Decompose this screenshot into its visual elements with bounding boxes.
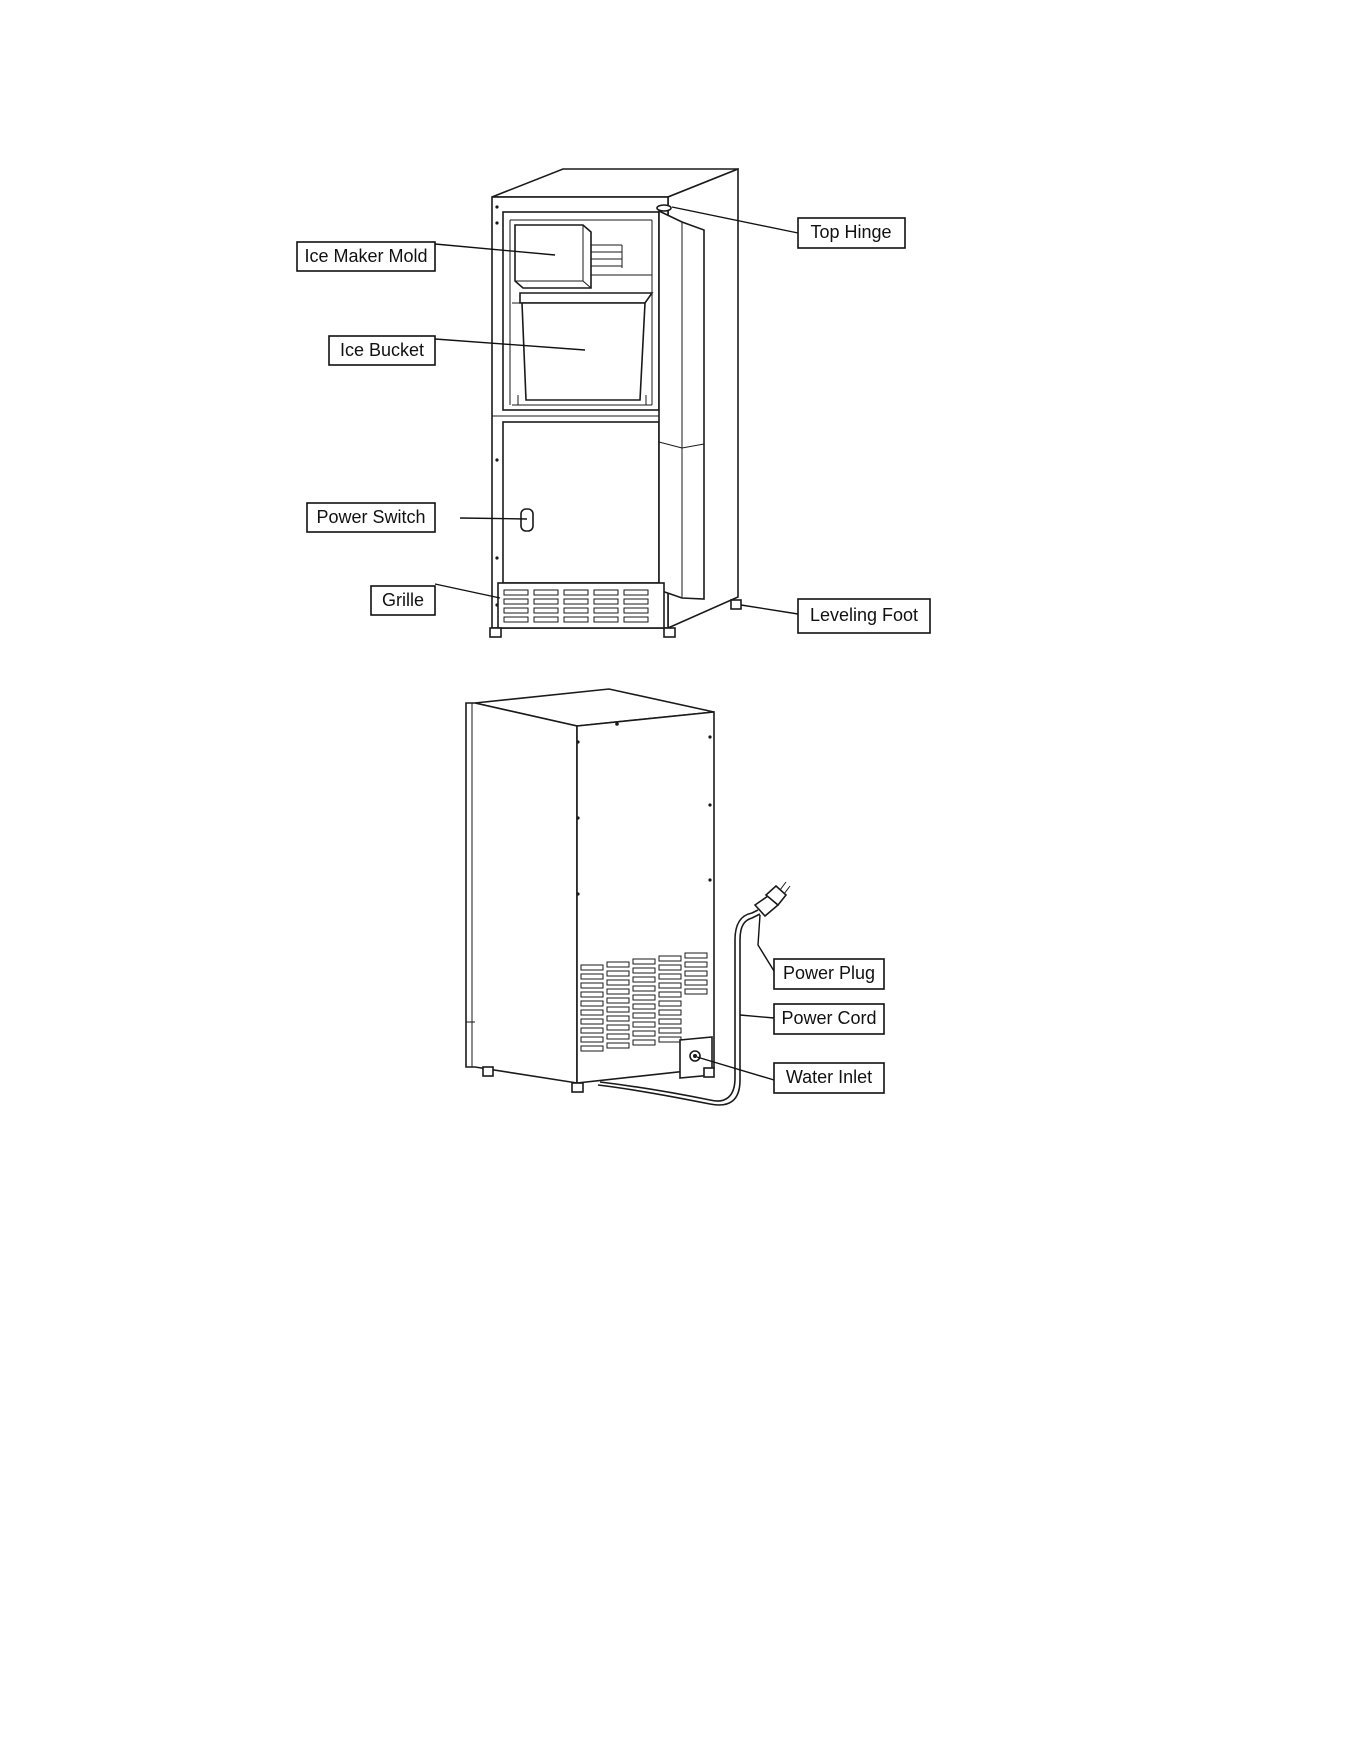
front-view-drawing xyxy=(490,169,741,637)
grille-label: Grille xyxy=(381,589,425,610)
water-inlet-label: Water Inlet xyxy=(785,1066,873,1087)
water-inlet-callout xyxy=(774,1063,884,1093)
power-cord-label: Power Cord xyxy=(781,1007,877,1028)
ice-maker-mold-label: Ice Maker Mold xyxy=(304,245,428,266)
power-plug-label: Power Plug xyxy=(782,962,876,983)
power-plug-callout xyxy=(774,959,884,989)
leveling-foot-callout xyxy=(798,599,930,633)
top-hinge-label: Top Hinge xyxy=(810,221,892,242)
power-switch-label: Power Switch xyxy=(316,506,426,527)
power-switch-callout xyxy=(307,503,435,532)
ice-maker-mold-callout xyxy=(297,242,435,271)
rear-view-drawing xyxy=(466,689,790,1105)
ice-bucket-label: Ice Bucket xyxy=(339,339,425,360)
leveling-foot-label: Leveling Foot xyxy=(809,604,919,625)
power-cord-callout xyxy=(774,1004,884,1034)
grille-callout xyxy=(371,586,435,615)
top-hinge-callout xyxy=(798,218,905,248)
ice-bucket-callout xyxy=(329,336,435,365)
